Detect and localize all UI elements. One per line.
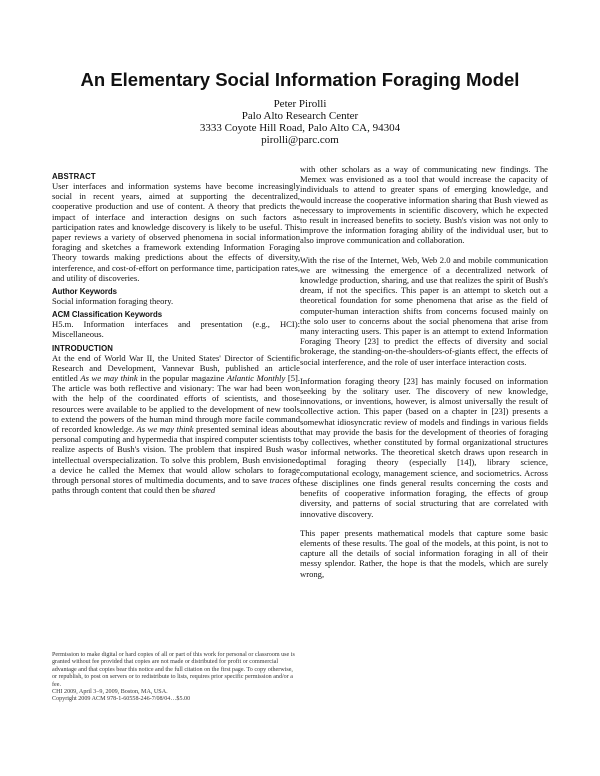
keywords-text: Social information foraging theory. <box>52 296 174 307</box>
right-paragraph-1: with other scholars as a way of communicating new findings. The Memex was envisioned as a tool that would increase the capacity of individuals to attend to greater spans of emerging knowledge, and would increase the cooperative information sharing that Bush viewed as necessary to improvements in scientific discovery, which he expected to result in increased benefits to society. Bush's vision was not only to improve the information foraging ability of the individual user, but to also improve communication and collaboration. <box>300 164 548 246</box>
intro-text-2: in the popular magazine <box>137 373 227 384</box>
right-paragraph-3: Information foraging theory [23] has mainly focused on information seeking by the solitary user. The discovery of new knowledge, innovations, or inventions, however, is almost universally the result of collective action. This paper (based on a chapter in [23]) presents a somewhat idiosyncratic review of models and findings in various fields that may provide the basis for the development of theories of foraging by collectives, whether constituted by formal organizational structures or informal networks. The theoretical sketch draws upon research in optimal foraging theory (especially [14]), library science, computational ecology, management science, and sociometrics. Across these disciplines one finds general results concerning the costs and benefits of cooperative information foraging, the effects of group diversity, and patterns of social structuring that are correlated with innovative discovery. <box>300 375 548 519</box>
intro-text-5: of paths through content that could then be <box>52 475 300 496</box>
author-affiliation: Palo Alto Research Center <box>241 110 359 122</box>
right-paragraph-4: This paper presents mathematical models that capture some basic elements of these results. The goal of the models, at this point, is not to capture all the details of social information foraging in all of their messy splendor. Rather, the hope is that the models, which are surely wrong, <box>300 527 548 579</box>
intro-italic-5: shared <box>192 485 216 496</box>
introduction-text <box>52 353 300 496</box>
intro-text-3: [5]. The article was both reflective and visionary: The war had been won with the help of the coordinated efforts of scientists, and those resources were available to be applied to the development of new tools to extend the powers of the human mind through more facile command of recorded knowledge. <box>52 373 300 435</box>
right-column <box>300 164 548 579</box>
acm-text: H5.m. Information interfaces and presentation (e.g., HCI): Miscellaneous. <box>52 319 300 340</box>
right-paragraph-2: With the rise of the Internet, Web, Web 2.0 and mobile communication we are witnessing the emergence of a decentralized network of knowledge production, sharing, and use that realizes the spirit of Bush's dream, if not the specifics. This paper is an attempt to sketch out a theoretical foundation for some phenomena that arise as the field of computer-human interaction shifts from concerns focused mainly on the solo user to concerns about the social phenomena that arise from many interacting users. This paper is an attempt to extend Information Foraging Theory [23] to predict the effects of diversity and social brokerage, the standing-on-the-shoulders-of-giants effect, the effects of social interference, and the role of user interface interaction costs. <box>300 254 548 367</box>
intro-italic-3: As we may think <box>136 424 194 435</box>
intro-text-1: At the end of World War II, the United States' Director of Scientific Research and Development, Vannevar Bush, published an article entitled <box>52 352 300 384</box>
intro-italic-2: Atlantic Monthly <box>226 373 286 384</box>
abstract-heading: ABSTRACT <box>52 172 96 181</box>
paper-title: An Elementary Social Information Foraging Model <box>80 69 520 90</box>
copyright-line: Copyright 2009 ACM 978-1-60558-246-7/08/04…$5.00 <box>52 696 191 703</box>
author-block <box>100 98 500 146</box>
left-column <box>52 170 300 495</box>
keywords-heading: Author Keywords <box>52 287 117 297</box>
introduction-heading: INTRODUCTION <box>52 343 113 353</box>
author-email: pirolli@parc.com <box>261 134 339 146</box>
acm-heading: ACM Classification Keywords <box>52 310 163 320</box>
permission-footer <box>52 652 296 704</box>
intro-italic-1: As we may think <box>80 373 138 384</box>
intro-italic-4: traces <box>269 475 291 486</box>
intro-text-4: presented seminal ideas about personal computing and hypermedia that inspired computer scientists to realize aspects of Bush's vision. The problem that inspired Bush was intellectual overspecialization. To solve this problem, Bush envisioned a device he called the Memex that would allow scholars to forage through personal stores of multimedia documents, and to save <box>52 424 300 486</box>
author-name: Peter Pirolli <box>273 98 327 110</box>
abstract-text: User interfaces and information systems have become increasingly social in recent years, aimed at supporting the decentralized, cooperative production and use of content. A theory that predicts the impact of interface and interaction designs on such factors as participation rates and knowledge discovery is likely to be useful. This paper reviews a variety of observed phenomena in social information foraging and sketches a framework extending Information Foraging Theory towards making predictions about the effects of diversity, interference, and cost-of-effort on performance time, participation rates, and utility of discoveries. <box>52 181 300 283</box>
author-address: 3333 Coyote Hill Road, Palo Alto CA, 94304 <box>199 122 401 134</box>
conference-line: CHI 2009, April 3–9, 2009, Boston, MA, USA. <box>52 689 168 696</box>
permission-notice: Permission to make digital or hard copies of all or part of this work for personal or classroom use is granted without fee provided that copies are not made or distributed for profit or commercial advantage and that copies bear this notice and the full citation on the first page. To copy otherwise, or republish, to post on servers or to redistribute to lists, requires prior specific permission and/or a fee. <box>52 652 295 688</box>
